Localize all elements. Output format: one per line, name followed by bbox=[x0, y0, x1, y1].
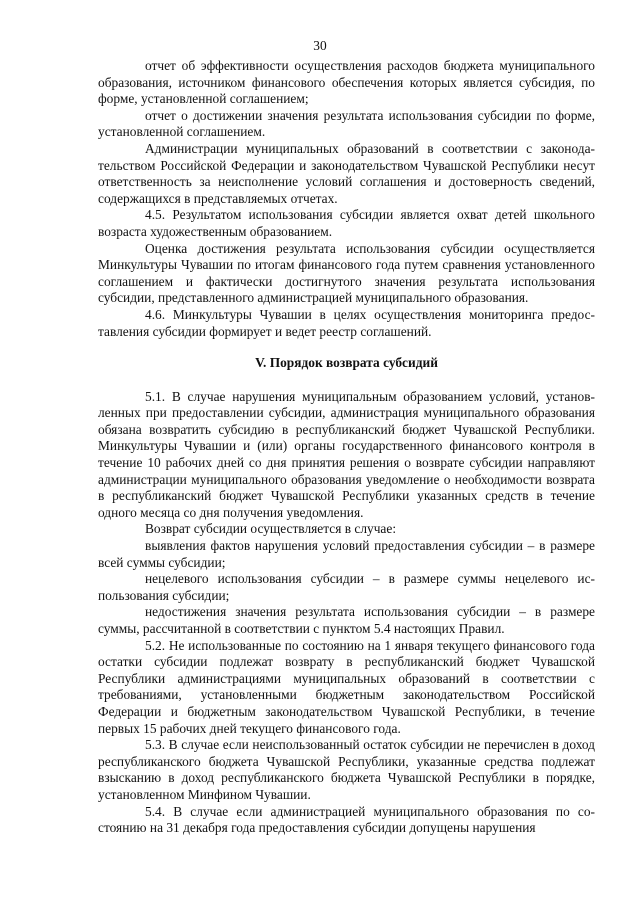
paragraph-case-violation: выявления фактов нарушения условий предоставления субсидии – в размере всей суммы субсидии; bbox=[98, 538, 595, 570]
paragraph-5-1: 5.1. В случае нарушения муниципальным образованием условий, установленных при предоставлении субсидии, администрация муниципального образования обязана возвратить субсидию в республиканский бюджет Чувашской Республики. Минкультуры Чувашии и (или) органы государственного финансового контроля в течение 10 рабочих дней со дня принятия решения о возврате субсидии направляют администрации муниципального образования уведомление о необходимости возврата в республиканский бюджет Чувашской Республики указанных средств в течение одного месяца со дня получения уведомления. bbox=[98, 388, 595, 520]
paragraph-case-non-achievement: недостижения значения результата использования субсидии – в размере суммы, рассчитанной в соответствии с пунктом 5.4 настоящих Правил. bbox=[98, 604, 595, 636]
section-title: V. Порядок возврата субсидий bbox=[255, 355, 438, 371]
paragraph-return-cases: Возврат субсидии осуществляется в случае: bbox=[145, 521, 397, 537]
body-text bbox=[98, 58, 595, 837]
paragraph-5-2: 5.2. Не использованные по состоянию на 1 января текущего финансового года остатки субсидии подлежат возврату в республиканский бюджет Чувашской Республики администрациями муниципальных образований в соответствии с требованиями, установленными бюджетным законодательством Российской Федерации и бюджетным законодательством Чувашской Республики, в течение первых 15 рабочих дней текущего финансового года. bbox=[98, 637, 595, 736]
paragraph-report-efficiency: отчет об эффективности осуществления расходов бюджета муниципального образования, источником финансового обеспечения которых является субсидия, по форме, установленной соглашением; bbox=[98, 58, 595, 107]
paragraph-evaluation: Оценка достижения результата использования субсидии осуществляется Минкультуры Чувашии по итогам финансового года путем сравнения установленного соглашением и фактически достигнутого значения результата использования субсидии, представленного администрацией муниципального образования. bbox=[98, 240, 595, 306]
paragraph-report-result: отчет о достижении значения результата использования субсидии по форме, установленной соглашением. bbox=[98, 107, 595, 140]
paragraph-responsibility: Администрации муниципальных образований в соответствии с законодательством Российской Федерации и законодательством Чувашской Республики несут ответственность за неисполнение условий соглашения и достоверность сведений, содержащихся в представляемых отчетах. bbox=[98, 140, 595, 206]
paragraph-case-misuse: нецелевого использования субсидии – в размере суммы нецелевого использования субсидии; bbox=[98, 571, 595, 603]
page-number: 30 bbox=[313, 38, 327, 53]
paragraph-4-5: 4.5. Результатом использования субсидии является охват детей школьного возраста художественным образованием. bbox=[98, 207, 595, 239]
paragraph-4-6: 4.6. Минкультуры Чувашии в целях осуществления мониторинга предоставления субсидии формирует и ведет реестр соглашений. bbox=[98, 306, 595, 339]
paragraph-5-4: 5.4. В случае если администрацией муниципального образования по состоянию на 31 декабря года предоставления субсидии допущены нарушения bbox=[98, 803, 595, 836]
paragraph-5-3: 5.3. В случае если неиспользованный остаток субсидии не перечислен в доход республиканского бюджета Чувашской Республики, указанные средства подлежат взысканию в доход республиканского бюджета Чувашской Республики в порядке, установленном Минфином Чувашии. bbox=[98, 737, 595, 802]
